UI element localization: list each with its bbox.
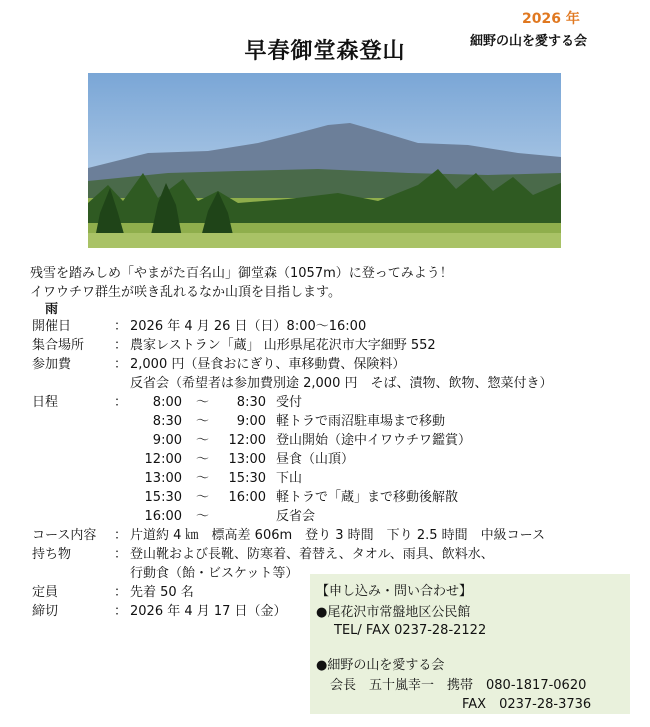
- schedule-activity: 軽トラで雨沼駐車場まで移動: [276, 414, 446, 429]
- contact-person: 会長 五十嵐幸一 携帯 080-1817-0620: [330, 678, 587, 693]
- schedule-end: 15:30: [228, 471, 266, 486]
- schedule-end: 13:00: [228, 452, 266, 467]
- schedule-tilde: ～: [196, 433, 210, 448]
- schedule-activity: 反省会: [276, 509, 316, 524]
- course-label: コース内容: [32, 528, 97, 543]
- colon: ：: [114, 319, 128, 334]
- schedule-activity: 下山: [276, 471, 303, 486]
- date-label: 開催日: [32, 319, 72, 334]
- schedule-end: 16:00: [228, 490, 266, 505]
- contact-org-2: ●細野の山を愛する会: [316, 658, 445, 673]
- place-value: 農家レストラン「蔵」 山形県尾花沢市大字細野 552: [130, 338, 436, 353]
- deadline-value: 2026 年 4 月 17 日（金）: [130, 604, 287, 619]
- deadline-label: 締切: [32, 604, 59, 619]
- schedule-activity: 昼食（山頂）: [276, 452, 355, 467]
- contact-heading: 【申し込み・問い合わせ】: [316, 584, 473, 599]
- colon: ：: [114, 395, 128, 410]
- year-label: 2026 年: [522, 11, 580, 27]
- intro-line-2: イワウチワ群生が咲き乱れるなか山頂を目指します。: [30, 285, 341, 300]
- schedule-tilde: ～: [196, 471, 210, 486]
- fee-label: 参加費: [32, 357, 72, 372]
- place-label: 集合場所: [32, 338, 85, 353]
- date-value: 2026 年 4 月 26 日（日）8:00～16:00: [130, 319, 367, 334]
- schedule-label: 日程: [32, 395, 59, 410]
- fee-value: 2,000 円（昼食おにぎり、車移動費、保険料）: [130, 357, 406, 372]
- schedule-tilde: ～: [196, 395, 210, 410]
- items-value: 登山靴および長靴、防寒着、着替え、タオル、雨具、飲料水、: [130, 547, 494, 562]
- mountain-illustration: [88, 73, 561, 248]
- fee-value-2: 反省会（希望者は参加費別途 2,000 円 そば、漬物、飲物、惣菜付き）: [130, 376, 553, 391]
- rain-note: 雨: [45, 302, 59, 317]
- page-title: 早春御堂森登山: [244, 39, 406, 64]
- schedule-tilde: ～: [196, 509, 210, 524]
- schedule-start: 8:00: [152, 395, 182, 410]
- intro-line-1: 残雪を踏みしめ「やまがた百名山」御堂森（1057m）に登ってみよう！: [30, 266, 453, 281]
- schedule-start: 12:00: [144, 452, 182, 467]
- contact-box: [310, 574, 630, 714]
- schedule-start: 16:00: [144, 509, 182, 524]
- schedule-start: 13:00: [144, 471, 182, 486]
- colon: ：: [114, 528, 128, 543]
- schedule-end: 9:00: [236, 414, 266, 429]
- contact-org-1: ●尾花沢市常盤地区公民館: [316, 605, 471, 620]
- schedule-tilde: ～: [196, 490, 210, 505]
- course-value: 片道約 4 ㎞ 標高差 606m 登り 3 時間 下り 2.5 時間 中級コース: [130, 528, 545, 543]
- schedule-activity: 登山開始（途中イワウチワ鑑賞）: [276, 433, 472, 448]
- schedule-tilde: ～: [196, 452, 210, 467]
- mountain-photo: [88, 73, 561, 248]
- schedule-start: 9:00: [152, 433, 182, 448]
- items-value-2: 行動食（飴・ビスケット等）: [130, 566, 299, 581]
- organization-name: 細野の山を愛する会: [470, 34, 588, 49]
- schedule-activity: 軽トラで「蔵」まで移動後解散: [276, 490, 459, 505]
- schedule-start: 15:30: [144, 490, 182, 505]
- contact-tel-fax: TEL/ FAX 0237-28-2122: [334, 623, 487, 638]
- colon: ：: [114, 585, 128, 600]
- schedule-tilde: ～: [196, 414, 210, 429]
- schedule-end: 8:30: [236, 395, 266, 410]
- items-label: 持ち物: [32, 547, 72, 562]
- colon: ：: [114, 604, 128, 619]
- colon: ：: [114, 547, 128, 562]
- capacity-label: 定員: [32, 585, 59, 600]
- schedule-start: 8:30: [152, 414, 182, 429]
- colon: ：: [114, 357, 128, 372]
- grass: [88, 233, 561, 248]
- capacity-value: 先着 50 名: [130, 585, 194, 600]
- schedule-activity: 受付: [276, 395, 303, 410]
- colon: ：: [114, 338, 128, 353]
- schedule-end: 12:00: [228, 433, 266, 448]
- contact-fax: FAX 0237-28-3736: [462, 697, 592, 712]
